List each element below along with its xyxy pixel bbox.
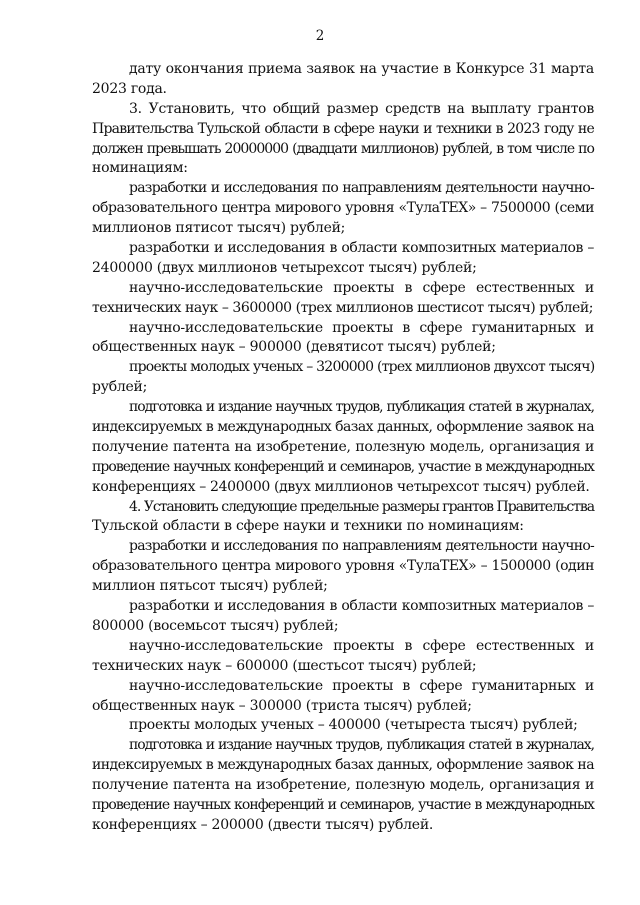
text-line: технических наук – 600000 (шестьсот тысяч) рублей; [92,657,477,674]
text-line: подготовка и издание научных трудов, публикация статей в журналах, [129,737,594,754]
text-line: конференциях – 2400000 (двух миллионов четырехсот тысяч) рублей. [92,478,590,495]
text-line: 2023 года. [92,80,167,97]
text-line: научно-исследовательские проекты в сфере гуманитарных и [129,677,594,694]
text-line: проведение научных конференций и семинаров, участие в международных [92,796,594,813]
text-line: индексируемых в международных базах данных, оформление заявок на [92,757,594,774]
text-line: индексируемых в международных базах данных, оформление заявок на [92,419,594,436]
text-line: получение патента на изобретение, полезную модель, организация и [92,777,594,794]
text-line: 800000 (восемьсот тысяч) рублей; [92,617,339,634]
text-line: подготовка и издание научных трудов, публикация статей в журналах, [129,399,594,416]
text-line: научно-исследовательские проекты в сфере естественных и [129,279,594,296]
text-line: конференциях – 200000 (двести тысяч) рублей. [92,816,434,833]
text-line: 2400000 (двух миллионов четырехсот тысяч) рублей; [92,259,477,276]
text-line: проведение научных конференций и семинаров, участие в международных [92,458,594,475]
text-line: Правительства Тульской области в сфере науки и техники в 2023 году не [92,120,594,137]
document-body [92,60,594,836]
text-line: общественных наук – 900000 (девятисот тысяч) рублей; [92,339,496,356]
text-line: 4. Установить следующие предельные размеры грантов Правительства [129,498,594,515]
text-line: дату окончания приема заявок на участие в Конкурсе 31 марта [129,61,594,77]
text-line: Тульской области в сфере науки и техники по номинациям: [92,518,524,535]
text-line: номинациям: [92,160,188,177]
text-line: разработки и исследования по направлениям деятельности научно- [129,180,594,197]
text-line: научно-исследовательские проекты в сфере гуманитарных и [129,319,594,336]
text-line: образовательного центра мирового уровня «ТулаТЕХ» – 7500000 (семи [92,200,594,217]
text-line: получение патента на изобретение, полезную модель, организация и [92,438,594,455]
text-line: 3. Установить, что общий размер средств на выплату грантов [129,100,594,117]
text-line: научно-исследовательские проекты в сфере естественных и [129,637,594,654]
text-line: образовательного центра мирового уровня «ТулаТЕХ» – 1500000 (один [92,558,594,575]
text-line: разработки и исследования в области композитных материалов – [129,598,594,615]
text-line: разработки и исследования в области композитных материалов – [129,240,594,257]
text-line: миллион пятьсот тысяч) рублей; [92,578,328,595]
text-line: проекты молодых ученых – 3200000 (трех миллионов двухсот тысяч) [129,359,595,376]
text-line: проекты молодых ученых – 400000 (четыреста тысяч) рублей; [129,717,578,734]
page-number: 2 [315,28,325,44]
text-line: рублей; [92,379,148,396]
text-line: миллионов пятисот тысяч) рублей; [92,220,346,237]
text-line: разработки и исследования по направлениям деятельности научно- [129,538,594,555]
text-line: технических наук – 3600000 (трех миллионов шестисот тысяч) рублей; [92,299,593,316]
text-line: общественных наук – 300000 (триста тысяч) рублей; [92,697,472,714]
text-line: должен превышать 20000000 (двадцати миллионов) рублей, в том числе по [92,140,594,157]
